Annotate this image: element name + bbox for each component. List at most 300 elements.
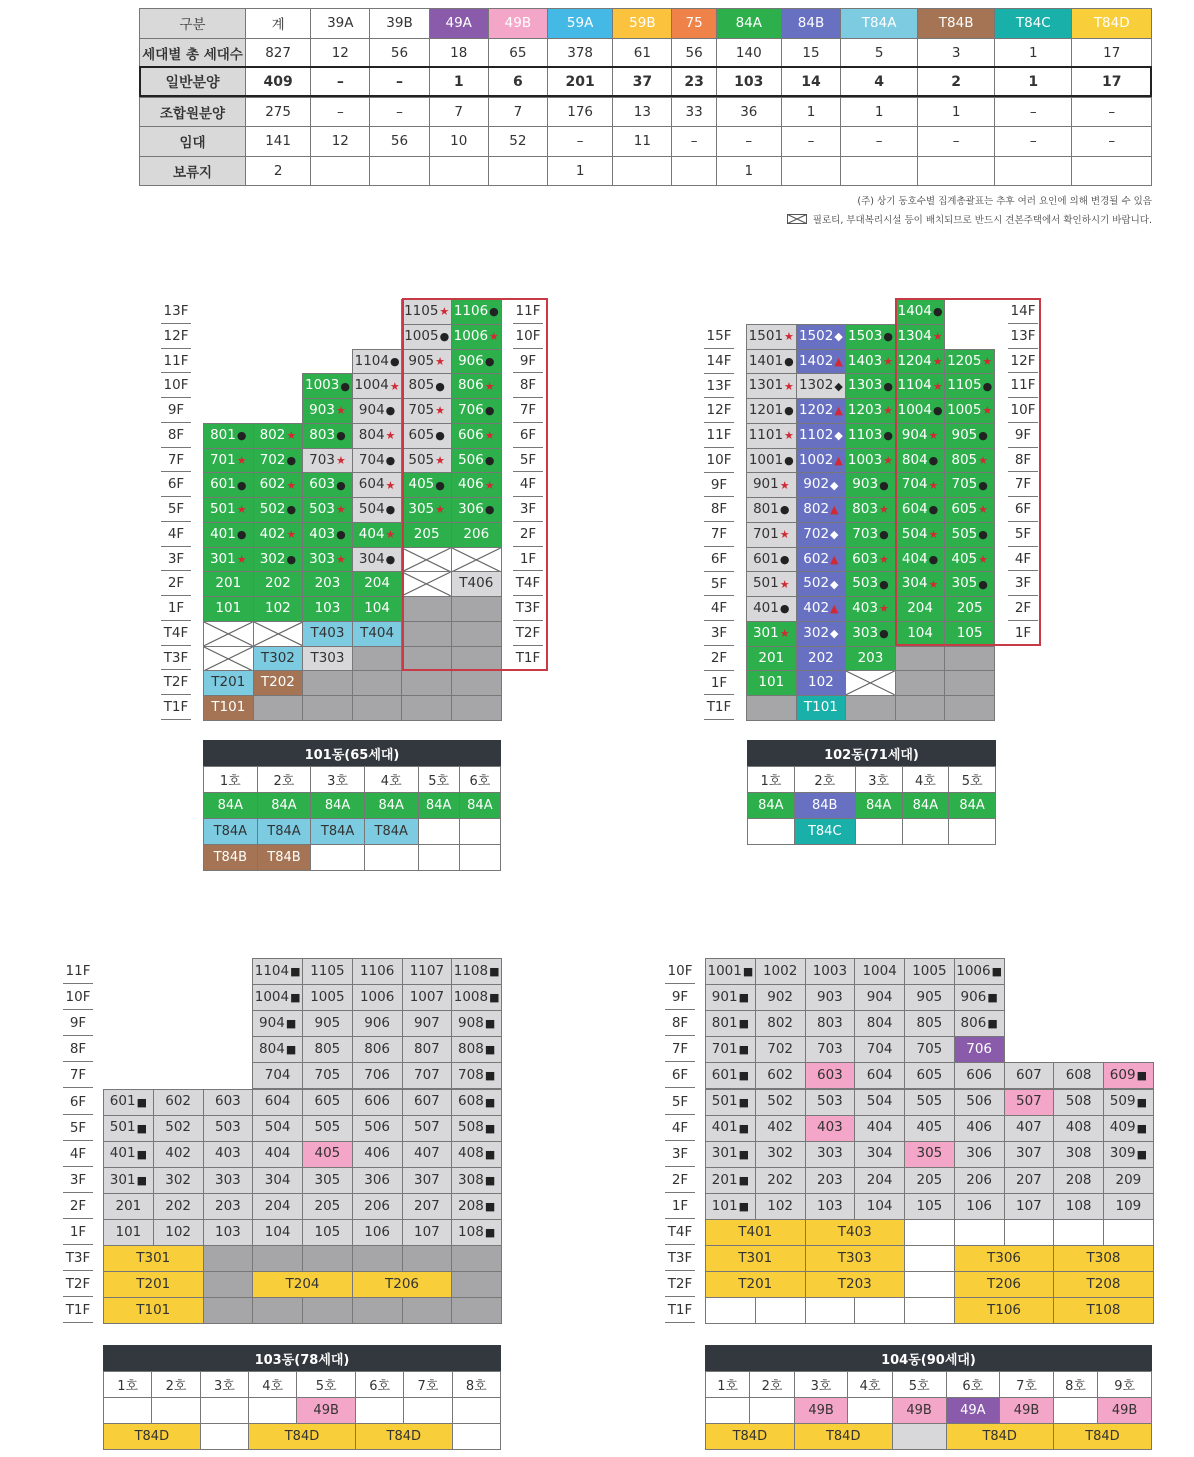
unit-cell: 303 ● [845, 621, 896, 647]
piloti-cell [451, 547, 502, 573]
unit-number-header: 2호 [257, 767, 311, 793]
empty-cell [705, 1297, 756, 1324]
unit-cell: 703 ★ [302, 448, 353, 474]
empty-cell [451, 596, 502, 622]
empty-cell [252, 1297, 303, 1324]
unit-type-cell [706, 1398, 750, 1424]
summary-cell: 7 [429, 97, 488, 127]
unit-cell: 605 ● [401, 423, 452, 449]
summary-cell: 5 [841, 38, 918, 68]
summary-cell [311, 156, 370, 186]
unit-cell: 603 [203, 1089, 254, 1116]
unit-number-header: 3호 [855, 767, 902, 793]
summary-cell: 17 [1072, 68, 1152, 98]
unit-type-cell: 84A [902, 793, 949, 819]
unit-cell: 201 [203, 571, 254, 597]
building-title: 102동(71세대) [747, 740, 996, 766]
empty-cell [401, 596, 452, 622]
unit-cell: 602 ▲ [796, 547, 847, 573]
unit-cell: 301 ■ [705, 1141, 756, 1168]
floor-label: 4F [665, 1115, 695, 1141]
unit-cell: 204 [252, 1193, 303, 1220]
unit-cell: 1003 [805, 958, 856, 985]
floor-label: 11F [704, 423, 734, 448]
summary-header-cell: 59A [548, 9, 613, 39]
unit-cell: 103 [805, 1193, 856, 1220]
unit-number-header: 5호 [297, 1372, 356, 1398]
unit-cell: 503 [805, 1089, 856, 1116]
unit-type-cell: T84D [794, 1424, 892, 1450]
floor-label-right: 14F [1008, 299, 1038, 324]
unit-cell: 1201 ● [746, 398, 797, 424]
floor-label: 11F [63, 958, 93, 984]
summary-cell: – [672, 127, 716, 157]
floor-label: 10F [704, 448, 734, 473]
unit-cell: 501 ★ [746, 571, 797, 597]
summary-cell: 61 [613, 38, 672, 68]
unit-cell: 505 [904, 1089, 955, 1116]
unit-type-cell [104, 1398, 152, 1424]
unit-cell: 1004 ■ [252, 984, 303, 1011]
unit-cell: 408 [1053, 1115, 1104, 1142]
summary-header-cell: 84B [781, 9, 840, 39]
empty-cell [451, 1245, 502, 1272]
unit-cell: 606 [954, 1062, 1005, 1089]
unit-cell: 502 ● [253, 497, 304, 523]
unit-cell: 1402 ▲ [796, 349, 847, 375]
empty-cell [755, 1297, 806, 1324]
unit-cell: 106 [352, 1219, 403, 1246]
unit-cell: 802 ★ [253, 423, 304, 449]
summary-row-label: 보류지 [140, 156, 246, 186]
summary-cell: 275 [246, 97, 311, 127]
floor-label: 13F [161, 299, 191, 324]
unit-cell: 1205 ★ [944, 349, 995, 375]
floor-label-right: 3F [1008, 571, 1038, 596]
floor-label-right: T2F [513, 621, 543, 646]
unit-type-cell [452, 1424, 500, 1450]
unit-cell: 704 [252, 1062, 303, 1089]
unit-cell: 502 ◆ [796, 571, 847, 597]
floor-label-right: 4F [513, 472, 543, 497]
unit-cell: 802 [755, 1010, 806, 1037]
summary-cell: 12 [311, 127, 370, 157]
unit-number-header: 1호 [748, 767, 795, 793]
unit-cell: 1006 ■ [954, 958, 1005, 985]
summary-cell: 11 [613, 127, 672, 157]
unit-number-header: 2호 [794, 767, 855, 793]
unit-cell: 405 [302, 1141, 353, 1168]
floor-label: 9F [665, 984, 695, 1010]
floor-label: 10F [161, 373, 191, 398]
empty-cell [746, 695, 797, 721]
unit-cell: T203 [805, 1271, 906, 1298]
unit-number-header: 3호 [794, 1372, 848, 1398]
empty-cell [402, 1297, 453, 1324]
unit-cell: 503 ★ [302, 497, 353, 523]
unit-cell: 804 ■ [252, 1036, 303, 1063]
unit-cell: 304 [252, 1167, 303, 1194]
unit-type-cell [902, 819, 949, 845]
unit-cell: T401 [705, 1219, 806, 1246]
unit-cell: 303 [805, 1141, 856, 1168]
unit-number-header: 8호 [1053, 1372, 1097, 1398]
unit-cell: 602 [153, 1089, 204, 1116]
summary-cell: – [918, 127, 995, 157]
unit-cell: 504 [854, 1089, 905, 1116]
unit-type-cell [200, 1424, 248, 1450]
unit-cell: 603 ● [302, 472, 353, 498]
unit-cell: 1204 ★ [895, 349, 946, 375]
unit-cell: 404 ● [895, 547, 946, 573]
floor-label: 7F [704, 522, 734, 547]
summary-cell: 1 [995, 68, 1072, 98]
unit-type-cell: 49B [297, 1398, 356, 1424]
unit-cell: 804 ● [895, 448, 946, 474]
unit-cell: 702 ● [253, 448, 304, 474]
unit-cell: 401 ● [203, 522, 254, 548]
summary-cell: 6 [488, 68, 547, 98]
floor-label: T1F [161, 695, 191, 720]
floor-label: T4F [161, 621, 191, 646]
unit-number-header: 4호 [902, 767, 949, 793]
empty-cell [252, 1245, 303, 1272]
empty-cell [895, 670, 946, 696]
unit-cell: 601 ● [746, 547, 797, 573]
unit-cell: 1404 ● [895, 299, 946, 325]
unit-cell: 409 ■ [1103, 1115, 1154, 1142]
unit-type-cell: T84D [706, 1424, 795, 1450]
floor-label: T3F [63, 1245, 93, 1271]
unit-cell: 404 ★ [352, 522, 403, 548]
floor-label: T2F [63, 1271, 93, 1297]
unit-cell: 504 ● [352, 497, 403, 523]
unit-cell: 805 [302, 1036, 353, 1063]
empty-cell [451, 646, 502, 672]
summary-cell: 827 [246, 38, 311, 68]
unit-cell: 703 ● [845, 522, 896, 548]
unit-cell: 1303 ● [845, 373, 896, 399]
empty-cell [895, 646, 946, 672]
unit-cell: T301 [705, 1245, 806, 1272]
unit-type-cell [418, 845, 459, 871]
unit-cell: 406 ★ [451, 472, 502, 498]
summary-cell: 56 [370, 38, 429, 68]
unit-cell: 208 ■ [451, 1193, 502, 1220]
unit-type-cell: T84A [311, 819, 365, 845]
floor-label-right: 9F [513, 349, 543, 374]
unit-cell: 1103 ● [845, 423, 896, 449]
unit-cell: T406 [451, 571, 502, 597]
summary-header-cell: T84D [1072, 9, 1152, 39]
unit-type-cell [848, 1398, 892, 1424]
unit-type-cell: 84A [418, 793, 459, 819]
unit-cell: 601 ● [203, 472, 254, 498]
unit-cell: 501 ■ [705, 1089, 756, 1116]
unit-cell: 206 [451, 522, 502, 548]
empty-cell [904, 1245, 955, 1272]
unit-cell: 207 [402, 1193, 453, 1220]
empty-cell [401, 670, 452, 696]
unit-cell: 1005 [302, 984, 353, 1011]
unit-number-header: 1호 [204, 767, 258, 793]
unit-cell: 301 ★ [203, 547, 254, 573]
unit-cell: 705 [904, 1036, 955, 1063]
unit-cell: 1104 ■ [252, 958, 303, 985]
unit-cell: 801 ● [203, 423, 254, 449]
piloti-cell [401, 547, 452, 573]
summary-cell: 176 [548, 97, 613, 127]
unit-cell: 407 [1004, 1115, 1055, 1142]
unit-cell: 1007 [402, 984, 453, 1011]
floor-label: 1F [63, 1219, 93, 1245]
unit-cell: T108 [1053, 1297, 1154, 1324]
unit-cell: 202 [253, 571, 304, 597]
empty-cell [944, 695, 995, 721]
note-piloti: 필로티, 부대복리시설 등이 배치되므로 반드시 견본주택에서 확인하시기 바랍니다. [787, 212, 1152, 226]
unit-cell: 105 [904, 1193, 955, 1220]
unit-cell: 1203 ★ [845, 398, 896, 424]
piloti-cell [401, 571, 452, 597]
unit-cell: 1002 ▲ [796, 448, 847, 474]
unit-cell: 302 [153, 1167, 204, 1194]
piloti-cell [253, 621, 304, 647]
unit-cell: 703 [805, 1036, 856, 1063]
unit-cell: T101 [796, 695, 847, 721]
floor-label: 5F [665, 1089, 695, 1115]
empty-cell [302, 1245, 353, 1272]
floor-label: 8F [704, 497, 734, 522]
unit-cell: 1005 ● [401, 324, 452, 350]
unit-cell: T403 [302, 621, 353, 647]
unit-cell: 507 [1004, 1089, 1055, 1116]
unit-cell: 308 [1053, 1141, 1104, 1168]
floor-label-right: 6F [1008, 497, 1038, 522]
unit-cell: 305 ● [944, 571, 995, 597]
empty-cell [203, 1245, 254, 1272]
unit-cell: 203 [302, 571, 353, 597]
summary-cell: 1 [841, 97, 918, 127]
floor-label-right: T4F [513, 571, 543, 596]
summary-cell: 2 [246, 156, 311, 186]
unit-cell: 609 ■ [1103, 1062, 1154, 1089]
floor-label: 2F [161, 571, 191, 596]
unit-cell: 403 [805, 1115, 856, 1142]
summary-cell: – [370, 97, 429, 127]
unit-cell: 906 ● [451, 349, 502, 375]
unit-type-cell [418, 819, 459, 845]
empty-cell [451, 1271, 502, 1298]
unit-cell: 1503 ● [845, 324, 896, 350]
unit-cell: 102 [153, 1219, 204, 1246]
floor-label-right: 5F [1008, 522, 1038, 547]
unit-cell: 1108 ■ [451, 958, 502, 985]
unit-cell: 1106 [352, 958, 403, 985]
empty-cell [203, 1271, 254, 1298]
unit-type-cell: 49B [892, 1398, 946, 1424]
floor-label: 3F [665, 1141, 695, 1167]
floor-label: T2F [665, 1271, 695, 1297]
unit-cell: 301 ★ [746, 621, 797, 647]
summary-cell: 1 [918, 97, 995, 127]
summary-cell: 56 [370, 127, 429, 157]
unit-cell: 401 ■ [103, 1141, 154, 1168]
empty-cell [944, 670, 995, 696]
unit-cell: T201 [705, 1271, 806, 1298]
summary-header-cell: 39B [370, 9, 429, 39]
unit-cell: 607 [1004, 1062, 1055, 1089]
floor-label: T1F [704, 695, 734, 720]
floor-label: 6F [63, 1089, 93, 1115]
unit-cell: 801 ● [746, 497, 797, 523]
unit-cell: 206 [954, 1167, 1005, 1194]
unit-cell: 104 [895, 621, 946, 647]
unit-cell: 304 ● [352, 547, 403, 573]
unit-cell: 1105 ● [944, 373, 995, 399]
unit-cell: 1104 ● [352, 349, 403, 375]
unit-cell: 702 [755, 1036, 806, 1063]
unit-cell: 1301 ★ [746, 373, 797, 399]
unit-type-cell: 84A [949, 793, 996, 819]
unit-cell: 101 ■ [705, 1193, 756, 1220]
unit-cell: 1104 ★ [895, 373, 946, 399]
unit-cell: 407 [402, 1141, 453, 1168]
unit-number-header: 4호 [364, 767, 418, 793]
floor-label-right: 13F [1008, 324, 1038, 349]
unit-type-legend [203, 766, 501, 871]
unit-cell: 902 [755, 984, 806, 1011]
unit-cell: 801 ■ [705, 1010, 756, 1037]
unit-cell: 203 [203, 1193, 254, 1220]
floor-label: 8F [63, 1036, 93, 1062]
unit-cell: T201 [203, 670, 254, 696]
unit-type-cell [1053, 1398, 1097, 1424]
empty-cell [845, 695, 896, 721]
unit-cell: 306 ● [451, 497, 502, 523]
unit-cell: 803 [805, 1010, 856, 1037]
unit-cell: 1102 ◆ [796, 423, 847, 449]
unit-cell: 806 ★ [451, 373, 502, 399]
unit-cell: 401 ■ [705, 1115, 756, 1142]
summary-cell: – [311, 97, 370, 127]
unit-cell: 304 [854, 1141, 905, 1168]
unit-cell: 707 [402, 1062, 453, 1089]
summary-cell [781, 156, 840, 186]
unit-cell: 104 [854, 1193, 905, 1220]
floor-label-right: 8F [1008, 448, 1038, 473]
unit-cell: 405 [904, 1115, 955, 1142]
floor-label-right: 7F [513, 398, 543, 423]
unit-cell: 805 ● [401, 373, 452, 399]
unit-cell: 601 ■ [103, 1089, 154, 1116]
floor-label: 4F [63, 1141, 93, 1167]
summary-header-cell: T84C [995, 9, 1072, 39]
unit-type-legend [103, 1371, 501, 1450]
unit-type-cell: T84A [257, 819, 311, 845]
unit-cell: 303 ★ [302, 547, 353, 573]
unit-cell: 901 ★ [746, 472, 797, 498]
unit-cell: 408 ■ [451, 1141, 502, 1168]
unit-type-cell: 84A [204, 793, 258, 819]
unit-type-cell: 84A [311, 793, 365, 819]
empty-cell [352, 695, 403, 721]
unit-number-header: 1호 [706, 1372, 750, 1398]
unit-cell: 607 [402, 1089, 453, 1116]
summary-cell: 17 [1072, 38, 1152, 68]
unit-cell: 406 [352, 1141, 403, 1168]
unit-cell: 107 [1004, 1193, 1055, 1220]
unit-cell: 1004 ● [895, 398, 946, 424]
unit-cell: 905 ● [944, 423, 995, 449]
unit-cell: 401 ● [746, 596, 797, 622]
floor-label: T4F [665, 1219, 695, 1245]
unit-cell: T202 [253, 670, 304, 696]
floor-label: 6F [665, 1062, 695, 1088]
unit-cell: 405 ★ [944, 547, 995, 573]
unit-cell: 402 [153, 1141, 204, 1168]
summary-cell: – [995, 127, 1072, 157]
empty-cell [451, 1297, 502, 1324]
unit-cell: 805 ★ [944, 448, 995, 474]
unit-type-cell [152, 1398, 200, 1424]
summary-header-label: 구분 [140, 9, 246, 39]
unit-number-header: 1호 [104, 1372, 152, 1398]
unit-cell: T306 [954, 1245, 1055, 1272]
unit-cell: 804 ★ [352, 423, 403, 449]
floor-label-right: 11F [1008, 373, 1038, 398]
empty-cell [451, 695, 502, 721]
unit-cell: 803 ● [302, 423, 353, 449]
floor-label: 12F [704, 398, 734, 423]
unit-cell: 105 [302, 1219, 353, 1246]
unit-cell: 104 [252, 1219, 303, 1246]
unit-type-cell [459, 819, 500, 845]
summary-cell: 103 [716, 68, 781, 98]
unit-cell: 305 [302, 1167, 353, 1194]
unit-cell: 705 ★ [401, 398, 452, 424]
unit-cell: 108 ■ [451, 1219, 502, 1246]
unit-cell: 307 [1004, 1141, 1055, 1168]
floor-label: 10F [665, 958, 695, 984]
unit-type-cell: T84B [257, 845, 311, 871]
unit-cell: 1006 [352, 984, 403, 1011]
unit-cell: T206 [954, 1271, 1055, 1298]
piloti-cell [845, 670, 896, 696]
summary-cell: – [781, 127, 840, 157]
floor-label: 14F [704, 349, 734, 374]
summary-header-cell: 계 [246, 9, 311, 39]
summary-cell [918, 156, 995, 186]
summary-cell: 1 [548, 156, 613, 186]
unit-cell: 203 [845, 646, 896, 672]
unit-number-header: 7호 [404, 1372, 452, 1398]
unit-cell: 103 [302, 596, 353, 622]
unit-cell: 902 ◆ [796, 472, 847, 498]
unit-cell: 1005 [904, 958, 955, 985]
unit-cell: 903 ★ [302, 398, 353, 424]
unit-cell: 1501 ★ [746, 324, 797, 350]
unit-cell: 907 [402, 1010, 453, 1037]
unit-cell: 804 [854, 1010, 905, 1037]
summary-header-cell: 39A [311, 9, 370, 39]
unit-cell: 1008 ■ [451, 984, 502, 1011]
unit-cell: 204 [854, 1167, 905, 1194]
unit-type-cell: 84B [794, 793, 855, 819]
unit-type-cell: 84A [855, 793, 902, 819]
unit-cell: 1004 ★ [352, 373, 403, 399]
floor-label: 10F [63, 984, 93, 1010]
floor-label: 4F [704, 596, 734, 621]
